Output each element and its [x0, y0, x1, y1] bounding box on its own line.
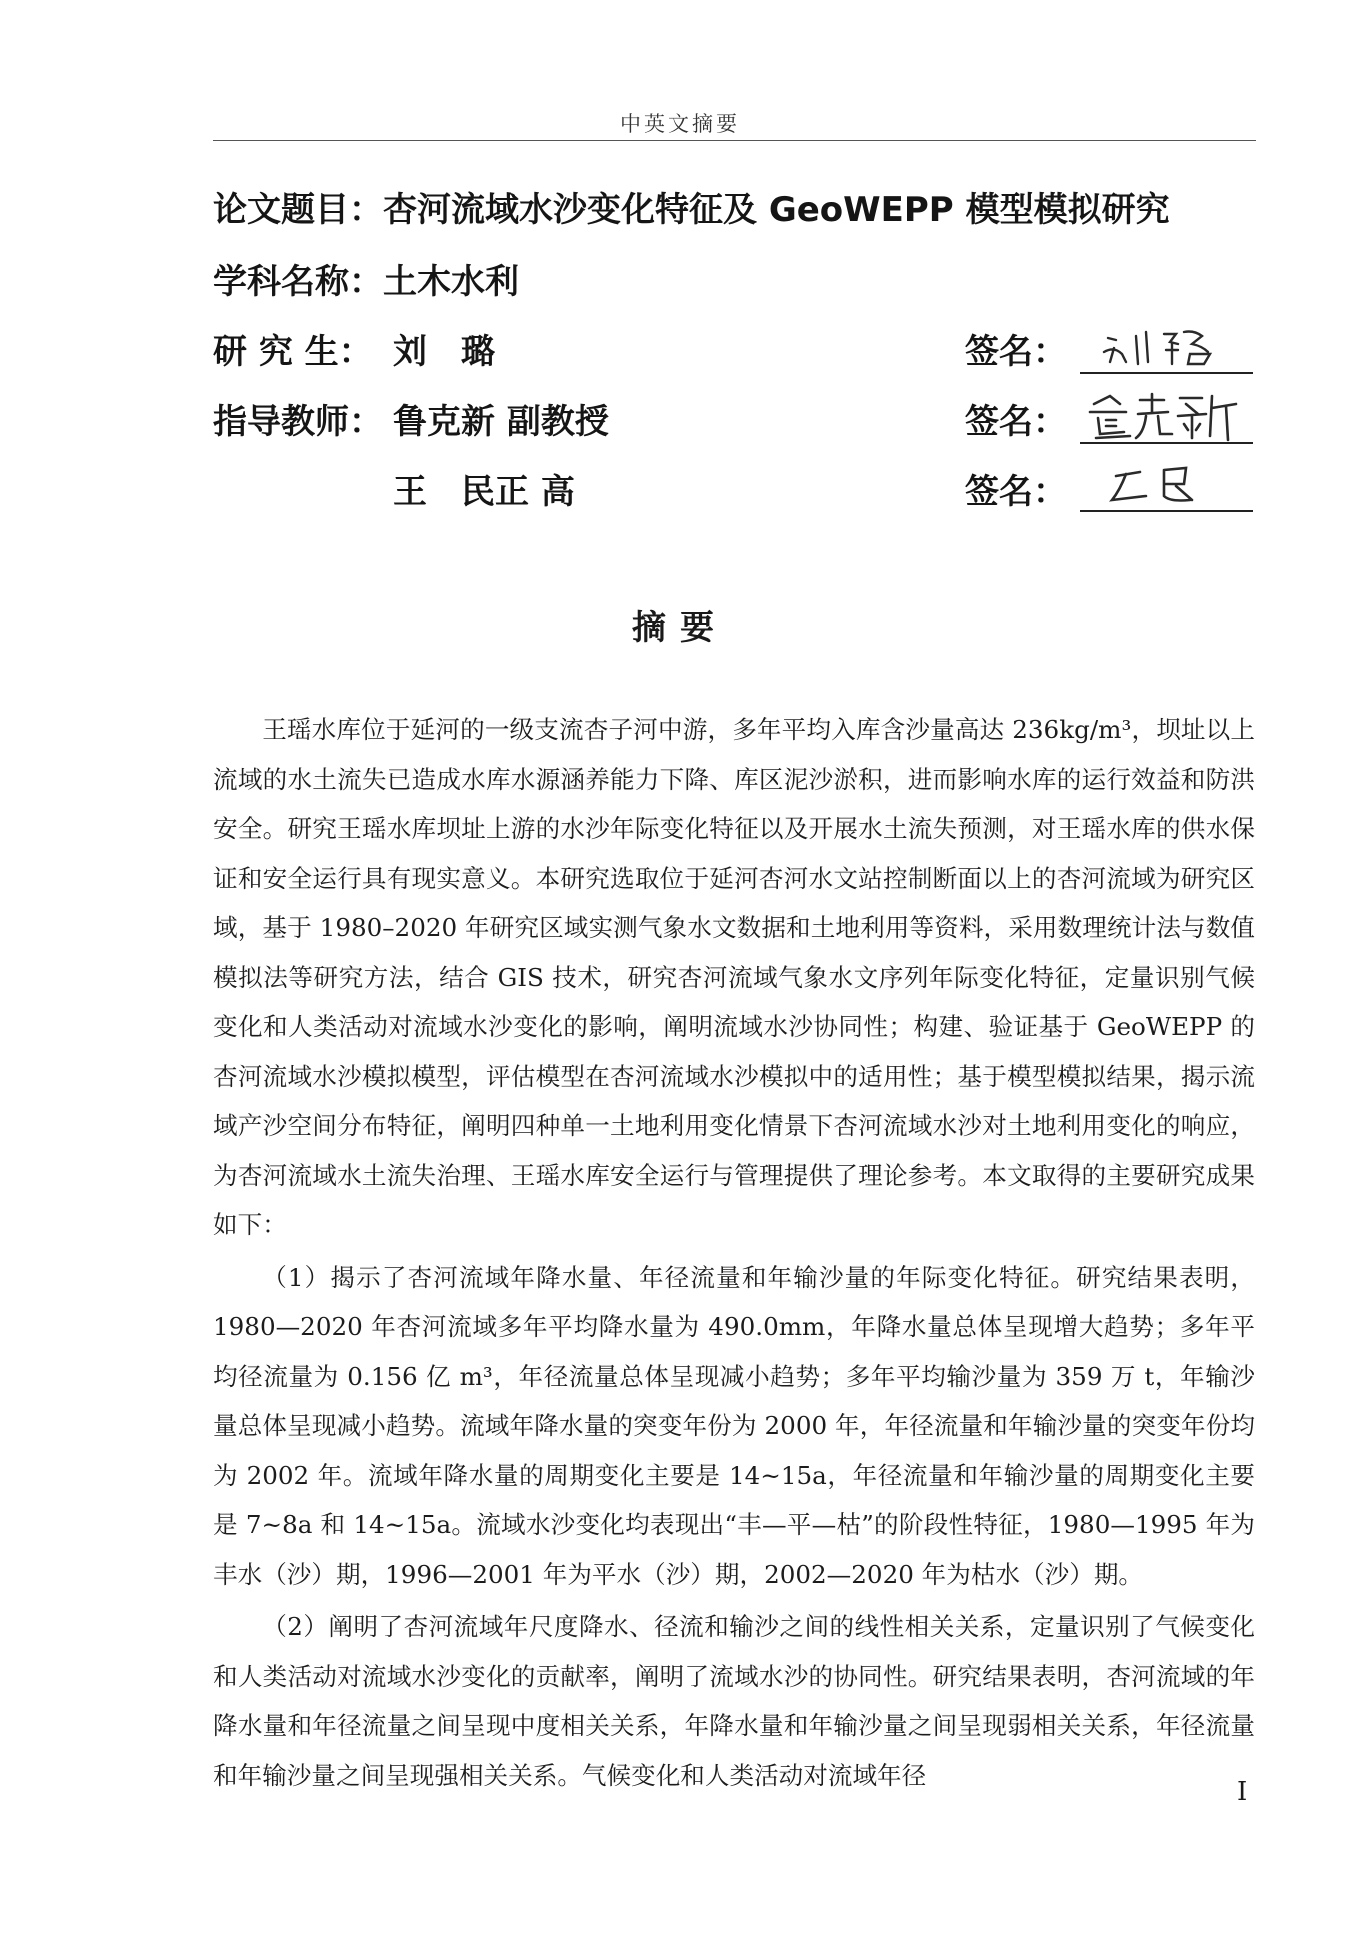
advisor2-sign-label: 签名：	[965, 472, 1067, 512]
advisor-signature-scribble	[1080, 386, 1253, 442]
running-header: 中英文摘要	[620, 112, 740, 136]
advisor-signature	[1080, 386, 1253, 444]
student-signature-scribble	[1080, 318, 1253, 372]
advisor-name: 鲁克新 副教授	[393, 402, 609, 442]
advisor-label: 指导教师：	[213, 402, 383, 442]
thesis-title-label: 论文题目：	[213, 190, 383, 230]
student-signature	[1080, 318, 1253, 374]
advisor-sign-label: 签名：	[965, 402, 1067, 442]
abstract-body	[213, 705, 1255, 1800]
abstract-paragraph: （1）揭示了杏河流域年降水量、年径流量和年输沙量的年际变化特征。研究结果表明，1980—2020 年杏河流域多年平均降水量为 490.0mm，年降水量总体呈现增大趋势；多年平均径流量为 0.156 亿 m³，年径流量总体呈现减小趋势；多年平均输沙量为 359 万 t，年输沙量总体呈现减小趋势。流域年降水量的突变年份为 2000 年，年径流量和年输沙量的突变年份均为 2002 年。流域年降水量的周期变化主要是 14~15a，年径流量和年输沙量的周期变化主要是 7~8a 和 14~15a。流域水沙变化均表现出“丰—平—枯”的阶段性特征，1980—1995 年为丰水（沙）期，1996—2001 年为平水（沙）期，2002—2020 年为枯水（沙）期。	[213, 1262, 1255, 1589]
student-name: 刘 璐	[393, 332, 495, 372]
abstract-paragraph: （2）阐明了杏河流域年尺度降水、径流和输沙之间的线性相关关系，定量识别了气候变化和人类活动对流域水沙变化的贡献率，阐明了流域水沙的协同性。研究结果表明，杏河流域的年降水量和年径流量之间呈现中度相关关系，年降水量和年输沙量之间呈现弱相关关系，年径流量和年输沙量之间呈现强相关关系。气候变化和人类活动对流域年径	[213, 1612, 1255, 1790]
subject-row	[213, 254, 1256, 303]
page-number: I	[1237, 1777, 1248, 1807]
student-sign-label: 签名：	[965, 332, 1067, 372]
advisor2-signature	[1080, 456, 1253, 512]
abstract-paragraph: 王瑶水库位于延河的一级支流杏子河中游，多年平均入库含沙量高达 236kg/m³，坝址以上流域的水土流失已造成水库水源涵养能力下降、库区泥沙淤积，进而影响水库的运行效益和防洪安全。研究王瑶水库坝址上游的水沙年际变化特征以及开展水土流失预测，对王瑶水库的供水保证和安全运行具有现实意义。本研究选取位于延河杏河水文站控制断面以上的杏河流域为研究区域，基于 1980–2020 年研究区域实测气象水文数据和土地利用等资料，采用数理统计法与数值模拟法等研究方法，结合 GIS 技术，研究杏河流域气象水文序列年际变化特征，定量识别气候变化和人类活动对流域水沙变化的影响，阐明流域水沙协同性；构建、验证基于 GeoWEPP 的杏河流域水沙模拟模型，评估模型在杏河流域水沙模拟中的适用性；基于模型模拟结果，揭示流域产沙空间分布特征，阐明四种单一土地利用变化情景下杏河流域水沙对土地利用变化的响应，为杏河流域水土流失治理、王瑶水库安全运行与管理提供了理论参考。本文取得的主要研究成果如下：	[213, 715, 1255, 1239]
advisor2-signature-scribble	[1080, 456, 1253, 510]
header-rule	[213, 140, 1256, 141]
thesis-title-row	[213, 182, 1256, 231]
subject-label: 学科名称：	[213, 262, 383, 302]
abstract-heading: 摘要	[632, 608, 728, 648]
advisor2-name: 王 民正 高	[393, 472, 575, 512]
student-label: 研 究 生：	[213, 332, 373, 372]
subject-value: 土木水利	[383, 262, 519, 302]
thesis-title-value: 杏河流域水沙变化特征及 GeoWEPP 模型模拟研究	[383, 190, 1170, 230]
